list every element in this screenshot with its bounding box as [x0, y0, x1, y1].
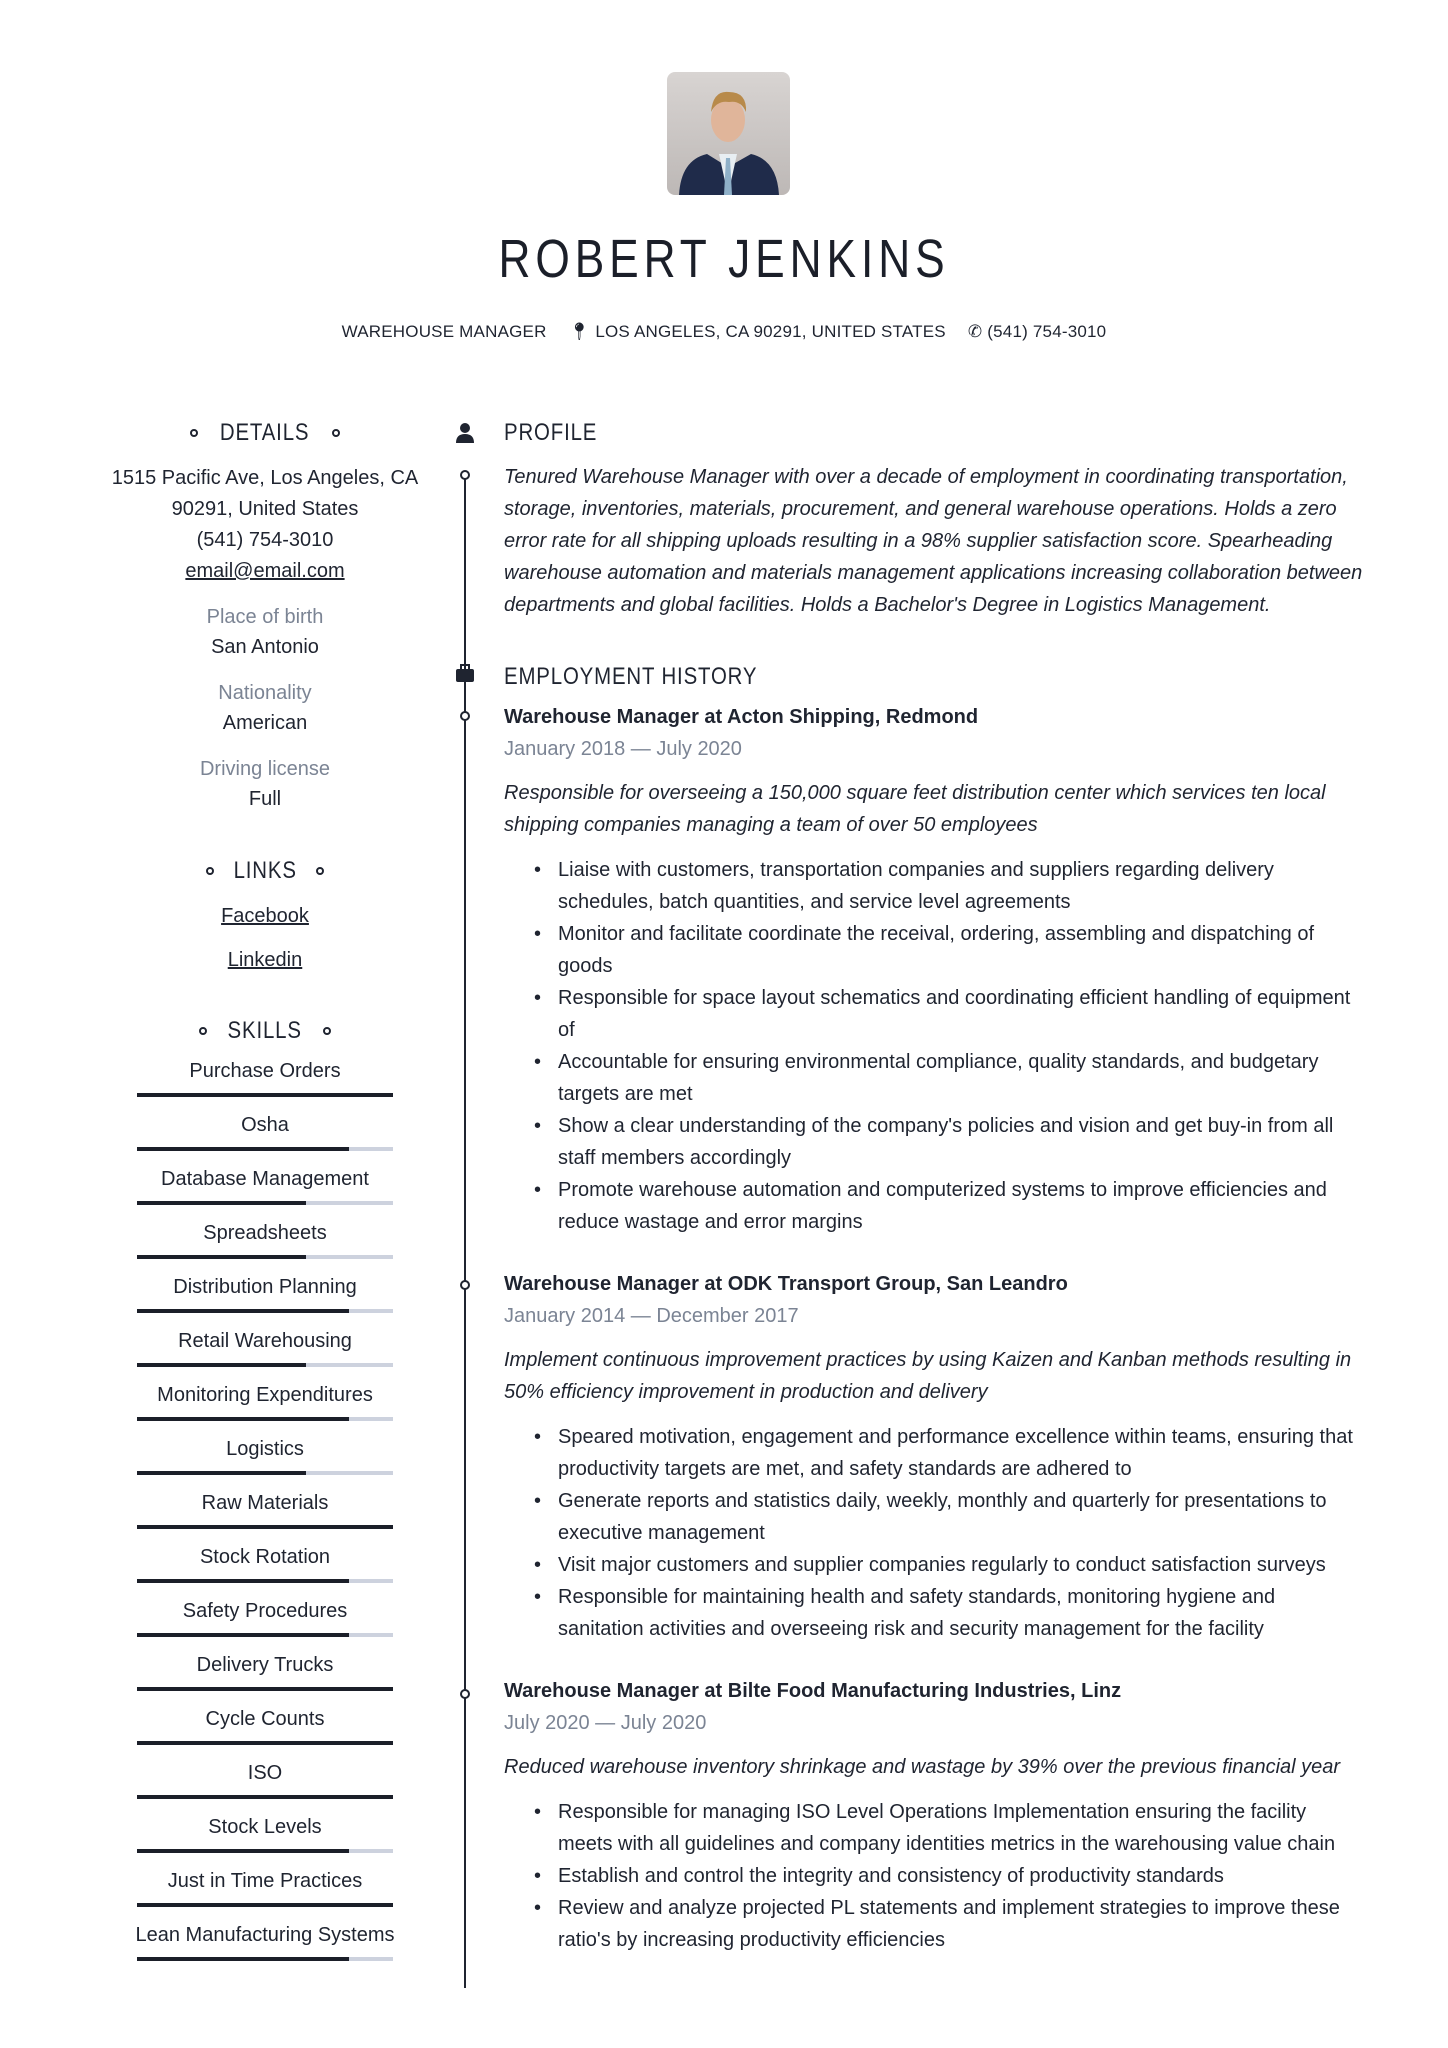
- job-dates: January 2018 — July 2020: [504, 738, 742, 760]
- skill-name: Delivery Trucks: [196, 1654, 334, 1676]
- job-bullet: • Establish and control the integrity and consistency of productivity standards: [504, 1860, 1366, 1892]
- job-bullets: [504, 854, 1366, 1238]
- links-heading: [105, 855, 425, 887]
- circle-icon: [332, 429, 340, 437]
- skill-name: Distribution Planning: [173, 1276, 357, 1298]
- skill-level-fill: [137, 1741, 393, 1745]
- timeline-node: [460, 1280, 470, 1290]
- skill-level-bar: [137, 1795, 393, 1799]
- skill-level-fill: [137, 1471, 306, 1475]
- circle-icon: [323, 1027, 331, 1035]
- details-phone: (541) 754-3010: [196, 529, 334, 551]
- skill-item: [105, 1485, 425, 1539]
- timeline-node: [460, 711, 470, 721]
- driving-license-value: Full: [248, 788, 282, 810]
- skill-item: [105, 1161, 425, 1215]
- profile-heading: PROFILE: [504, 419, 598, 446]
- skills-heading: [105, 1015, 425, 1047]
- skill-level-fill: [137, 1309, 349, 1313]
- job-title: Warehouse Manager at Bilte Food Manufacturing Industries, Linz: [504, 1680, 1122, 1702]
- skill-level-bar: [137, 1147, 393, 1151]
- skill-name: Purchase Orders: [189, 1060, 341, 1082]
- job-bullet: • Monitor and facilitate coordinate the receival, ordering, assembling and dispatching of goods: [504, 918, 1366, 982]
- skill-item: [105, 1323, 425, 1377]
- skill-level-fill: [137, 1525, 393, 1529]
- skill-name: Osha: [241, 1114, 289, 1136]
- skill-level-bar: [137, 1579, 393, 1583]
- place-of-birth-value: San Antonio: [211, 636, 319, 658]
- heading-text: SKILLS: [227, 1017, 303, 1044]
- address-line-2: 90291, United States: [171, 498, 359, 520]
- skill-level-bar: [137, 1525, 393, 1529]
- phone-icon: ✆: [967, 322, 983, 341]
- skill-level-bar: [137, 1957, 393, 1961]
- skill-level-fill: [137, 1579, 349, 1583]
- job-summary: Reduced warehouse inventory shrinkage and wastage by 39% over the previous financial year: [504, 1756, 1341, 1778]
- skill-item: [105, 1755, 425, 1809]
- skill-level-fill: [137, 1363, 306, 1367]
- job-bullet: • Visit major customers and supplier companies regularly to conduct satisfaction surveys: [504, 1549, 1366, 1581]
- employment-heading: EMPLOYMENT HISTORY: [504, 663, 758, 690]
- skill-name: Cycle Counts: [205, 1708, 325, 1730]
- skill-level-fill: [137, 1093, 393, 1097]
- skill-level-bar: [137, 1363, 393, 1367]
- skill-item: [105, 1377, 425, 1431]
- skill-level-fill: [137, 1417, 349, 1421]
- skill-name: Logistics: [226, 1438, 304, 1460]
- job-bullet: • Generate reports and statistics daily, weekly, monthly and quarterly for presentations to executive management: [504, 1485, 1366, 1549]
- skill-item: [105, 1431, 425, 1485]
- phone-text: (541) 754-3010: [987, 322, 1107, 341]
- job-title: WAREHOUSE MANAGER: [341, 322, 547, 341]
- skill-item: [105, 1215, 425, 1269]
- header-subtitle: [0, 322, 1448, 342]
- skill-name: Safety Procedures: [182, 1600, 348, 1622]
- job-bullet: • Review and analyze projected PL statements and implement strategies to improve these ratio's by increasing productivity efficiencies: [504, 1892, 1366, 1956]
- heading-text: LINKS: [233, 857, 297, 884]
- job-bullets: [504, 1421, 1366, 1645]
- timeline-line: [464, 476, 466, 1988]
- skill-item: [105, 1701, 425, 1755]
- profile-text: Tenured Warehouse Manager with over a decade of employment in coordinating transportation, storage, inventories, materials, procurement, and general warehouse operations. Holds a zero error rate for all shipping uploads resulting in a 98% supplier satisfaction score. Spearheading warehouse automation and materials management applications increasing collaboration between departments and global facilities. Holds a Bachelor's Degree in Logistics Management.: [504, 466, 1363, 616]
- briefcase-icon: [455, 663, 475, 683]
- person-icon: [455, 422, 475, 444]
- skill-item: [105, 1647, 425, 1701]
- job-bullet: • Accountable for ensuring environmental compliance, quality standards, and budgetary targets are met: [504, 1046, 1366, 1110]
- job-dates: July 2020 — July 2020: [504, 1712, 707, 1734]
- skill-name: ISO: [247, 1762, 283, 1784]
- skills-list: [105, 1053, 425, 1971]
- skill-name: Database Management: [161, 1168, 369, 1190]
- circle-icon: [316, 867, 324, 875]
- skill-item: [105, 1809, 425, 1863]
- linkedin-link[interactable]: Linkedin: [227, 949, 303, 971]
- place-of-birth-label: Place of birth: [206, 606, 324, 628]
- job-entry: [504, 1675, 1366, 1956]
- driving-license-label: Driving license: [199, 758, 331, 780]
- timeline-node: [460, 470, 470, 480]
- skill-level-bar: [137, 1471, 393, 1475]
- location: [569, 322, 946, 342]
- job-bullet: • Responsible for managing ISO Level Operations Implementation ensuring the facility meets with all guidelines and company identities metrics in the warehousing value chain: [504, 1796, 1366, 1860]
- skill-name: Raw Materials: [201, 1492, 329, 1514]
- jobs-list: [504, 701, 1366, 1956]
- phone: [968, 322, 1107, 342]
- email-link[interactable]: email@email.com: [185, 560, 345, 582]
- skill-level-fill: [137, 1795, 393, 1799]
- job-dates: January 2014 — December 2017: [504, 1305, 799, 1327]
- skill-level-bar: [137, 1687, 393, 1691]
- job-bullet: • Promote warehouse automation and computerized systems to improve efficiencies and reduce wastage and error margins: [504, 1174, 1366, 1238]
- sidebar: [105, 417, 425, 1971]
- nationality-value: American: [222, 712, 308, 734]
- job-title: Warehouse Manager at Acton Shipping, Redmond: [504, 706, 979, 728]
- profile-photo: [667, 72, 790, 195]
- skill-level-bar: [137, 1741, 393, 1745]
- skill-item: [105, 1539, 425, 1593]
- job-bullet: • Liaise with customers, transportation companies and suppliers regarding delivery schedules, batch quantities, and service level agreements: [504, 854, 1366, 918]
- skill-level-bar: [137, 1417, 393, 1421]
- skill-name: Retail Warehousing: [178, 1330, 352, 1352]
- address-line-1: 1515 Pacific Ave, Los Angeles, CA: [111, 467, 419, 489]
- job-bullets: [504, 1796, 1366, 1956]
- circle-icon: [206, 867, 214, 875]
- job-summary: Implement continuous improvement practices by using Kaizen and Kanban methods resulting in 50% efficiency improvement in production and delivery: [504, 1349, 1352, 1403]
- skill-level-bar: [137, 1309, 393, 1313]
- skill-level-fill: [137, 1687, 393, 1691]
- job-bullet: • Responsible for maintaining health and safety standards, monitoring hygiene and sanitation activities and overseeing risk and security management for the facility: [504, 1581, 1366, 1645]
- map-pin-icon: 📍︎: [568, 322, 591, 341]
- heading-text: DETAILS: [220, 419, 310, 446]
- skill-level-bar: [137, 1903, 393, 1907]
- job-title: Warehouse Manager at ODK Transport Group, San Leandro: [504, 1273, 1068, 1295]
- job-entry: [504, 1268, 1366, 1645]
- facebook-link[interactable]: Facebook: [221, 905, 309, 927]
- job-bullet: • Speared motivation, engagement and performance excellence within teams, ensuring that productivity targets are met, and safety standards are adhered to: [504, 1421, 1366, 1485]
- skill-item: [105, 1917, 425, 1971]
- skill-item: [105, 1863, 425, 1917]
- nationality-label: Nationality: [218, 682, 312, 704]
- skill-level-fill: [137, 1849, 349, 1853]
- location-text: LOS ANGELES, CA 90291, UNITED STATES: [595, 322, 946, 341]
- skill-level-fill: [137, 1903, 393, 1907]
- candidate-name: ROBERT JENKINS: [498, 229, 950, 289]
- skill-name: Lean Manufacturing Systems: [135, 1924, 395, 1946]
- skill-item: [105, 1593, 425, 1647]
- skill-level-bar: [137, 1633, 393, 1637]
- skill-level-fill: [137, 1147, 349, 1151]
- skill-level-bar: [137, 1849, 393, 1853]
- skill-level-bar: [137, 1201, 393, 1205]
- skill-level-bar: [137, 1255, 393, 1259]
- details-heading: [105, 417, 425, 449]
- skill-name: Spreadsheets: [203, 1222, 327, 1244]
- circle-icon: [190, 429, 198, 437]
- skill-level-fill: [137, 1201, 306, 1205]
- skill-name: Just in Time Practices: [167, 1870, 363, 1892]
- job-bullet: • Show a clear understanding of the company's policies and vision and get buy-in from all staff members accordingly: [504, 1110, 1366, 1174]
- skill-name: Stock Rotation: [199, 1546, 331, 1568]
- skill-name: Stock Levels: [208, 1816, 322, 1838]
- job-summary: Responsible for overseeing a 150,000 square feet distribution center which services ten local shipping companies managing a team of over 50 employees: [504, 782, 1326, 836]
- main-content: [504, 417, 1366, 1956]
- skill-level-bar: [137, 1093, 393, 1097]
- timeline-node: [460, 1689, 470, 1699]
- skill-name: Monitoring Expenditures: [157, 1384, 373, 1406]
- skill-item: [105, 1053, 425, 1107]
- skill-item: [105, 1269, 425, 1323]
- job-bullet: • Responsible for space layout schematics and coordinating efficient handling of equipment of: [504, 982, 1366, 1046]
- circle-icon: [199, 1027, 207, 1035]
- skill-level-fill: [137, 1633, 349, 1637]
- job-entry: [504, 701, 1366, 1238]
- skill-level-fill: [137, 1255, 306, 1259]
- skill-item: [105, 1107, 425, 1161]
- skill-level-fill: [137, 1957, 349, 1961]
